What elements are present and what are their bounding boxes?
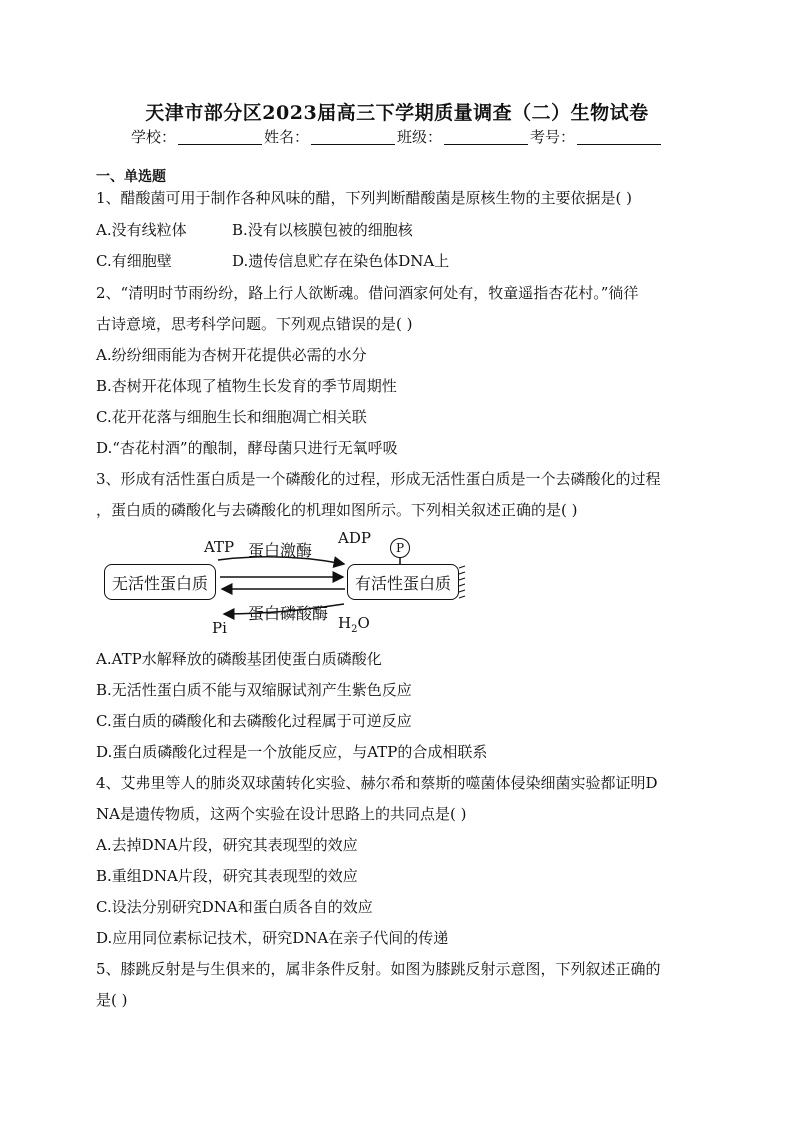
question-2-option-c[interactable]: C.花开花落与细胞生长和细胞凋亡相关联 <box>96 408 367 426</box>
question-3-stem-line-1: 3、形成有活性蛋白质是一个磷酸化的过程，形成无活性蛋白质是一个去磷酸化的过程 <box>96 470 661 488</box>
question-2-option-a[interactable]: A.纷纷细雨能为杏树开花提供必需的水分 <box>96 346 367 364</box>
phosphorylation-diagram <box>100 529 470 642</box>
diagram-arrows <box>100 532 470 642</box>
question-2-stem-line-2: 古诗意境，思考科学问题。下列观点错误的是( ) <box>96 315 413 333</box>
section-heading: 一、单选题 <box>96 169 166 185</box>
top-curved-arrow <box>218 557 344 564</box>
question-5-stem-line-1: 5、膝跳反射是与生俱来的，属非条件反射。如图为膝跳反射示意图，下列叙述正确的 <box>96 960 661 978</box>
class-blank[interactable] <box>444 130 528 145</box>
question-4-option-d[interactable]: D.应用同位素标记技术，研究DNA在亲子代间的传递 <box>96 929 449 947</box>
question-4-stem-line-2: NA是遗传物质，这两个实验在设计思路上的共同点是( ) <box>96 805 467 823</box>
inactive-protein-label: 无活性蛋白质 <box>111 573 208 593</box>
question-3-option-b[interactable]: B.无活性蛋白质不能与双缩脲试剂产生紫色反应 <box>96 681 412 699</box>
protein-kinase-label: 蛋白激酶 <box>248 541 313 560</box>
adp-label: ADP <box>338 529 371 547</box>
water-label: $H_2O$ <box>338 614 370 635</box>
question-1-option-b[interactable]: B.没有以核膜包被的细胞核 <box>232 221 413 239</box>
page-title: 天津市部分区2023届高三下学期质量调查（二）生物试卷 <box>145 102 649 124</box>
question-3-option-c[interactable]: C.蛋白质的磷酸化和去磷酸化过程属于可逆反应 <box>96 712 412 730</box>
question-4-option-c[interactable]: C.设法分别研究DNA和蛋白质各自的效应 <box>96 898 373 916</box>
question-1-stem: 1、醋酸菌可用于制作各种风味的醋，下列判断醋酸菌是原核生物的主要依据是( ) <box>96 189 633 207</box>
school-label: 学校： <box>130 128 176 146</box>
question-2-option-d[interactable]: D.“杏花村酒”的酿制，酵母菌只进行无氧呼吸 <box>96 439 398 457</box>
exam-number-label: 考号： <box>530 128 576 146</box>
question-3-stem-line-2: ，蛋白质的磷酸化与去磷酸化的机理如图所示。下列相关叙述正确的是( ) <box>96 501 578 519</box>
class-label: 班级： <box>397 128 443 146</box>
protein-phosphatase-label: 蛋白磷酸酶 <box>248 604 329 623</box>
question-3-option-d[interactable]: D.蛋白质磷酸化过程是一个放能反应，与ATP的合成相联系 <box>96 743 488 761</box>
name-blank[interactable] <box>311 130 395 145</box>
name-label: 姓名： <box>263 128 309 146</box>
active-protein-label: 有活性蛋白质 <box>354 573 451 593</box>
exam-number-blank[interactable] <box>577 130 661 145</box>
membrane-ticks <box>459 566 465 598</box>
student-info-line <box>0 126 794 147</box>
atp-label: ATP <box>204 538 235 556</box>
question-4-option-a[interactable]: A.去掉DNA片段，研究其表现型的效应 <box>96 836 358 854</box>
phosphate-label: P <box>395 541 405 555</box>
question-2-option-b[interactable]: B.杏树开花体现了植物生长发育的季节周期性 <box>96 377 397 395</box>
question-1-option-a[interactable]: A.没有线粒体 <box>96 221 187 239</box>
school-blank[interactable] <box>178 130 262 145</box>
question-4-stem-line-1: 4、艾弗里等人的肺炎双球菌转化实验、赫尔希和蔡斯的噬菌体侵染细菌实验都证明D <box>96 774 658 792</box>
pi-label: Pi <box>212 619 227 637</box>
question-3-option-a[interactable]: A.ATP水解释放的磷酸基团使蛋白质磷酸化 <box>96 650 382 668</box>
question-1-option-c[interactable]: C.有细胞壁 <box>96 252 172 270</box>
question-5-stem-line-2: 是( ) <box>96 991 128 1009</box>
question-1-option-d[interactable]: D.遗传信息贮存在染色体DNA上 <box>232 252 450 270</box>
question-2-stem-line-1: 2、“清明时节雨纷纷，路上行人欲断魂。借问酒家何处有，牧童遥指杏花村。”徜徉 <box>96 284 639 302</box>
question-4-option-b[interactable]: B.重组DNA片段，研究其表现型的效应 <box>96 867 358 885</box>
